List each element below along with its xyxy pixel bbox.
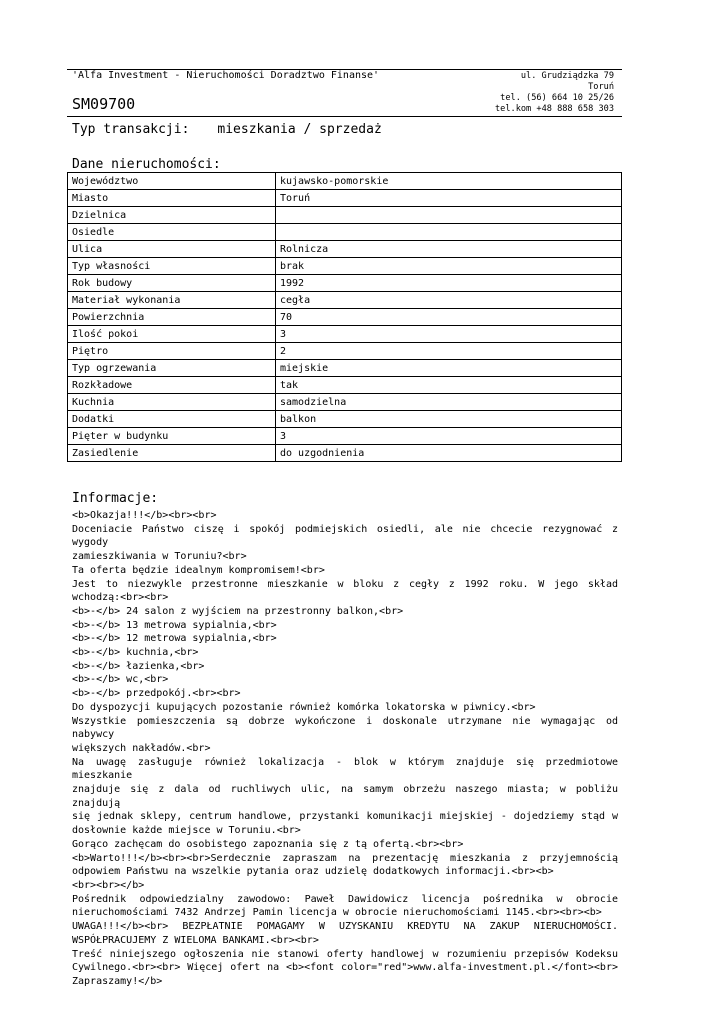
property-value: cegła	[276, 292, 622, 309]
address-line: tel. (56) 664 10 25/26	[500, 93, 614, 103]
address-line: Toruń	[588, 82, 614, 92]
description-line: Gorąco zachęcam do osobistego zapoznania się z tą ofertą.<br><br>	[72, 838, 464, 850]
description-line: <b>-</b> łazienka,<br>	[72, 660, 205, 672]
offer-reference: SM09700	[72, 95, 136, 113]
table-row	[68, 326, 622, 343]
description-line: <b>-</b> 24 salon z wyjściem na przestronny balkon,<br>	[72, 605, 404, 617]
property-key: Miasto	[68, 190, 276, 207]
property-value: brak	[276, 258, 622, 275]
property-key: Dodatki	[68, 411, 276, 428]
description-line: nieruchomościami 7432 Andrzej Pamin licencja w obrocie nieruchomościami 1145.<br><br><b>	[72, 907, 602, 919]
table-row	[68, 360, 622, 377]
description-line: <b>-</b> wc,<br>	[72, 674, 169, 686]
info-section-title: Informacje:	[72, 491, 159, 506]
address-line: tel.kom +48 888 658 303	[495, 104, 614, 114]
property-value: samodzielna	[276, 394, 622, 411]
property-value: kujawsko-pomorskie	[276, 173, 622, 190]
property-key: Zasiedlenie	[68, 445, 276, 462]
description-line: Wszystkie pomieszczenia są dobrze wykończone i doskonale utrzymane nie wymagając od nabywcy	[72, 715, 618, 741]
property-value	[276, 207, 622, 224]
property-key: Powierzchnia	[68, 309, 276, 326]
description-line: odpowiem Państwu na wszelkie pytania oraz udzielę dodatkowych informacji.<br><b>	[72, 866, 554, 878]
table-row	[68, 173, 622, 190]
property-value: Toruń	[276, 190, 622, 207]
description-line: <b>Warto!!!</b><br><br>Serdecznie zapraszam na prezentację mieszkania z przyjemnością	[72, 852, 618, 864]
table-row	[68, 428, 622, 445]
property-table	[67, 172, 622, 462]
description-line: się jednak sklepy, centrum handlowe, przystanki komunikacji miejskiej - dojedziemy stąd w	[72, 811, 618, 823]
description-text	[72, 509, 618, 989]
table-row	[68, 309, 622, 326]
description-line: <b>Okazja!!!</b><br><br>	[72, 510, 217, 521]
description-line: Do dyspozycji kupujących pozostanie również komórka lokatorska w piwnicy.<br>	[72, 701, 536, 713]
description-line: <b>-</b> 12 metrowa sypialnia,<br>	[72, 633, 277, 645]
property-value: 3	[276, 326, 622, 343]
property-key: Ulica	[68, 241, 276, 258]
property-section-title: Dane nieruchomości:	[72, 157, 221, 172]
property-key: Województwo	[68, 173, 276, 190]
property-key: Rok budowy	[68, 275, 276, 292]
property-key: Typ ogrzewania	[68, 360, 276, 377]
table-row	[68, 258, 622, 275]
description-line: Jest to niezwykle przestronne mieszkanie w bloku z cegły z 1992 roku. W jego skład	[72, 578, 618, 590]
description-line: <b>-</b> kuchnia,<br>	[72, 647, 199, 659]
address-line: ul. Grudziądzka 79	[520, 71, 614, 81]
header-bottom-rule	[67, 116, 622, 117]
property-value: Rolnicza	[276, 241, 622, 258]
description-line: Ta oferta będzie idealnym kompromisem!<br>	[72, 564, 325, 576]
transaction-label: Typ transakcji:	[72, 122, 190, 137]
description-line: Doceniacie Państwo ciszę i spokój podmiejskich osiedli, ale nie chcecie rezygnować z wygody	[72, 523, 618, 549]
table-row	[68, 275, 622, 292]
property-value: 70	[276, 309, 622, 326]
property-key: Materiał wykonania	[68, 292, 276, 309]
property-value: 3	[276, 428, 622, 445]
property-value: do uzgodnienia	[276, 445, 622, 462]
table-row	[68, 292, 622, 309]
table-row	[68, 445, 622, 462]
property-key: Ilość pokoi	[68, 326, 276, 343]
property-key: Rozkładowe	[68, 377, 276, 394]
description-line: <br><br></b>	[72, 879, 145, 891]
description-line: Cywilnego.<br><br> Więcej ofert na <b><font color="red">www.alfa-investment.pl.</font><br>	[72, 962, 618, 974]
property-key: Typ własności	[68, 258, 276, 275]
description-line: <b>-</b> przedpokój.<br><br>	[72, 688, 241, 700]
property-key: Kuchnia	[68, 394, 276, 411]
table-row	[68, 241, 622, 258]
property-value: miejskie	[276, 360, 622, 377]
property-value: 1992	[276, 275, 622, 292]
property-key: Osiedle	[68, 224, 276, 241]
table-row	[68, 207, 622, 224]
description-line: Pośrednik odpowiedzialny zawodowo: Paweł Dawidowicz licencja pośrednika w obrocie	[72, 893, 618, 905]
description-line: <b>-</b> 13 metrowa sypialnia,<br>	[72, 619, 277, 631]
table-row	[68, 411, 622, 428]
description-line: dosłownie każde miejsce w Toruniu.<br>	[72, 825, 301, 837]
company-address	[495, 71, 614, 115]
table-row	[68, 190, 622, 207]
description-line: Treść niniejszego ogłoszenia nie stanowi oferty handlowej w rozumieniu przepisów Kodeksu	[72, 948, 618, 960]
description-line: Zapraszamy!</b>	[72, 975, 163, 987]
description-line: większych nakładów.<br>	[72, 742, 211, 754]
transaction-value: mieszkania / sprzedaż	[217, 122, 382, 137]
property-key: Dzielnica	[68, 207, 276, 224]
table-row	[68, 394, 622, 411]
transaction-type	[72, 122, 382, 137]
table-row	[68, 377, 622, 394]
table-row	[68, 224, 622, 241]
property-value: tak	[276, 377, 622, 394]
property-key: Piętro	[68, 343, 276, 360]
property-value	[276, 224, 622, 241]
description-line: wchodzą:<br><br>	[72, 592, 169, 604]
company-name: 'Alfa Investment - Nieruchomości Doradztwo Finanse'	[72, 70, 380, 81]
description-line: zamieszkiwania w Toruniu?<br>	[72, 551, 247, 563]
description-line: znajduje się z dala od ruchliwych ulic, na samym obrzeżu naszego miasta; w pobliżu znajdują	[72, 784, 618, 809]
description-line: Na uwagę zasługuje również lokalizacja - blok w którym znajduje się przedmiotowe mieszkanie	[72, 756, 618, 782]
property-value: balkon	[276, 411, 622, 428]
property-value: 2	[276, 343, 622, 360]
description-line: UWAGA!!!</b><br> BEZPŁATNIE POMAGAMY W UZYSKANIU KREDYTU NA ZAKUP NIERUCHOMOŚCI.	[72, 921, 618, 933]
table-row	[68, 343, 622, 360]
description-line: WSPÓŁPRACUJEMY Z WIELOMA BANKAMI.<br><br>	[72, 934, 319, 946]
property-key: Pięter w budynku	[68, 428, 276, 445]
